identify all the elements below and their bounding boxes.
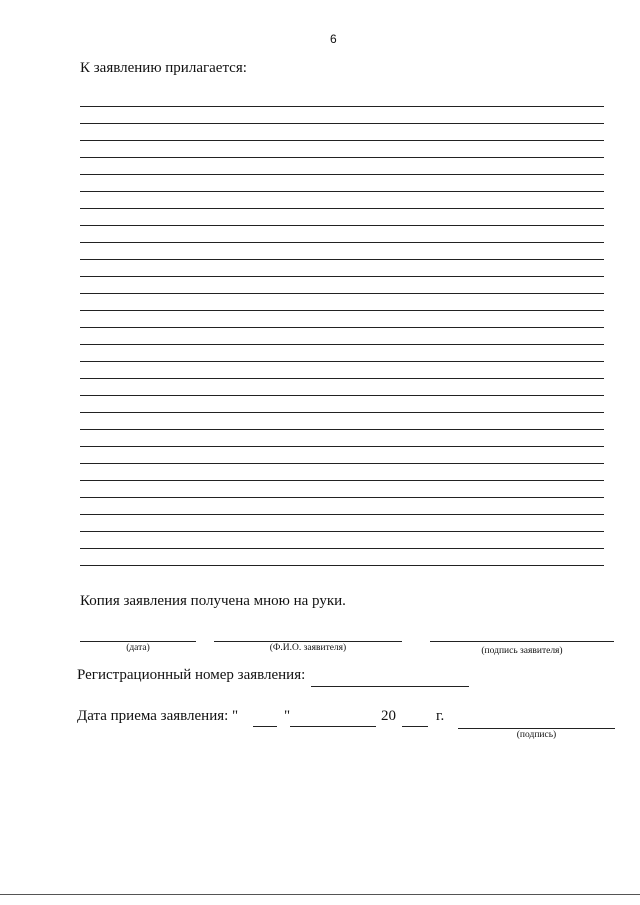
attachment-blank-line <box>80 209 604 226</box>
attachment-blank-line <box>80 345 604 362</box>
date-blank-line <box>80 641 196 642</box>
attachment-blank-line <box>80 277 604 294</box>
name-blank-line <box>214 641 402 642</box>
attachment-blank-line <box>80 90 604 107</box>
attachment-blank-line <box>80 515 604 532</box>
registration-number-blank <box>311 686 469 687</box>
attachment-blank-line <box>80 498 604 515</box>
attachment-blank-line <box>80 107 604 124</box>
attachment-blank-line <box>80 549 604 566</box>
page-number: 6 <box>330 32 337 46</box>
receipt-date-label: Дата приема заявления: " <box>77 708 239 724</box>
page-bottom-edge <box>0 894 640 895</box>
year-prefix: 20 <box>381 708 396 724</box>
attachment-blank-line <box>80 328 604 345</box>
attachment-blank-line <box>80 243 604 260</box>
receiver-signature-blank <box>458 728 615 729</box>
signature-blank-line <box>430 641 614 642</box>
attachment-blank-line <box>80 396 604 413</box>
attachment-blank-line <box>80 141 604 158</box>
registration-number-label: Регистрационный номер заявления: <box>77 667 306 683</box>
attachment-blank-line <box>80 532 604 549</box>
attachment-blank-line <box>80 260 604 277</box>
date-caption: (дата) <box>126 643 150 653</box>
signature-caption: (подпись заявителя) <box>481 646 563 656</box>
attachment-blank-line <box>80 311 604 328</box>
attachment-blank-line <box>80 379 604 396</box>
attachment-blank-line <box>80 430 604 447</box>
attachment-blank-line <box>80 175 604 192</box>
attachment-blank-line <box>80 481 604 498</box>
receiver-signature-caption: (подпись) <box>516 730 557 740</box>
attachment-blank-line <box>80 158 604 175</box>
attachment-blank-line <box>80 464 604 481</box>
quote-close: " <box>284 708 291 724</box>
attachment-blank-line <box>80 294 604 311</box>
month-blank <box>290 726 376 727</box>
attachments-heading: К заявлению прилагается: <box>80 60 247 76</box>
attachment-blank-line <box>80 192 604 209</box>
year-blank <box>402 726 428 727</box>
attachment-blank-line <box>80 447 604 464</box>
name-caption: (Ф.И.О. заявителя) <box>269 643 347 653</box>
day-blank <box>253 726 277 727</box>
attachment-blank-line <box>80 226 604 243</box>
year-suffix: г. <box>436 708 445 724</box>
attachment-blank-line <box>80 362 604 379</box>
copy-received-statement: Копия заявления получена мною на руки. <box>80 593 346 609</box>
attachment-blank-line <box>80 124 604 141</box>
attachment-blank-line <box>80 413 604 430</box>
attachments-blank-lines <box>80 90 604 566</box>
